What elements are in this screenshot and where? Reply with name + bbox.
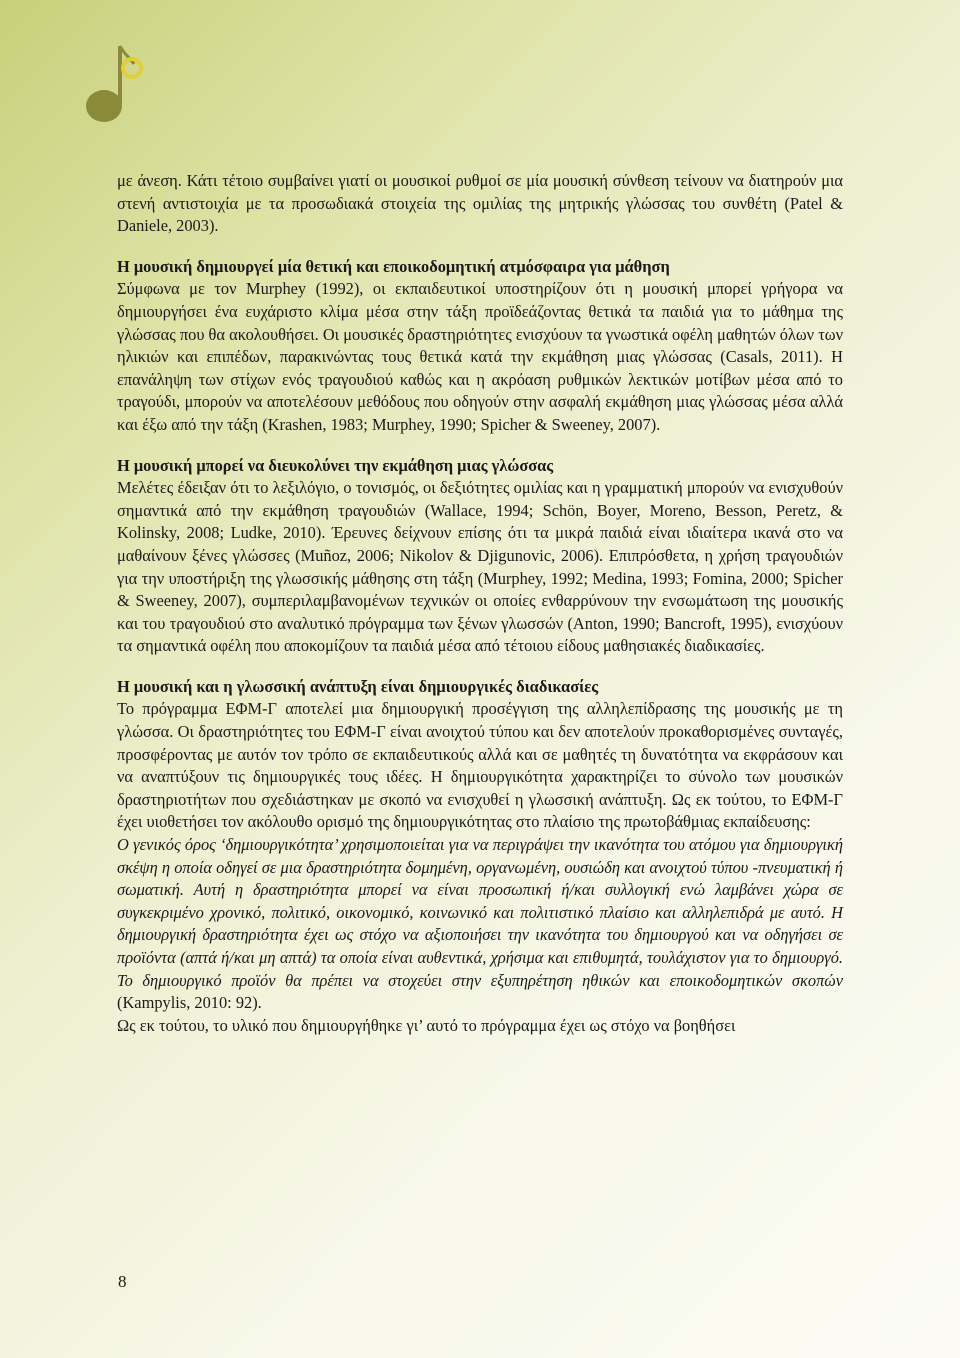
closing-paragraph: Ως εκ τούτου, το υλικό που δημιουργήθηκε γι’ αυτό το πρόγραμμα έχει ως στόχο να βοηθήσει (117, 1015, 736, 1035)
section-heading: Η μουσική και η γλωσσική ανάπτυξη είναι δημιουργικές διαδικασίες (117, 676, 599, 696)
intro-paragraph: με άνεση. Κάτι τέτοιο συμβαίνει γιατί οι μουσικοί ρυθμοί σε μία μουσική σύνθεση τείνουν να διατηρούν μια στενή αντιστοιχία με τα προσωδιακά στοιχεία της ομιλίας της μητρικής γλώσσας του συνθέτη (Patel & Daniele, 2003). (117, 171, 843, 236)
note-stem (118, 46, 122, 104)
note-head (86, 90, 122, 122)
section-heading: Η μουσική μπορεί να διευκολύνει την εκμάθηση μιας γλώσσας (117, 455, 554, 475)
section-creative-processes (117, 676, 843, 1015)
section-positive-atmosphere (117, 256, 843, 437)
block-quote (117, 834, 843, 1015)
section-language-learning (117, 455, 843, 658)
section-paragraph: Σύμφωνα με τον Murphey (1992), οι εκπαιδευτικοί υποστηρίζουν ότι η μουσική μπορεί γρήγορα να δημιουργήσει ένα ευχάριστο κλίμα μέσα στην τάξη προϊδεάζοντας θετικά τα παιδιά για το μάθημα της γλώσσας που θα ακολουθήσει. Οι μουσικές δραστηριότητες ενισχύουν τα γνωστικά οφέλη μαθητών όλων των ηλικιών και επιπέδων, παρακινώντας τους θετικά κατά την εκμάθηση μιας γλώσσας (Casals, 2011). Η επανάληψη των στίχων ενός τραγουδιού καθώς και η ακρόαση ρυθμικών λεκτικών μοτίβων μέσα από το τραγούδι, μπορούν να αποτελέσουν μεθόδους που οδηγούν στην ασφαλή εκμάθηση μιας γλώσσας μέσα αλλά και έξω από την τάξη (Krashen, 1983; Murphey, 1990; Spicher & Sweeney, 2007). (117, 279, 843, 434)
article-body (117, 170, 843, 1037)
quote-citation: (Kampylis, 2010: 92). (117, 993, 262, 1013)
music-note-icon (80, 40, 160, 130)
section-paragraph: Μελέτες έδειξαν ότι το λεξιλόγιο, ο τονισμός, οι δεξιότητες ομιλίας και η γραμματική μπορούν να ενισχυθούν σημαντικά από την εκμάθηση τραγουδιών (Wallace, 1994; Schön, Boyer, Moreno, Besson, Peretz, & Kolinsky, 2008; Ludke, 2010). Έρευνες δείχνουν επίσης ότι τα μικρά παιδιά είναι ιδιαίτερα ικανά στο να μαθαίνουν ξένες γλώσσες (Muñoz, 2006; Nikolov & Djigunovic, 2006). Επιπρόσθετα, η χρήση τραγουδιών για την υποστήριξη της γλωσσικής μάθησης στη τάξη (Murphey, 1992; Medina, 1993; Fomina, 2000; Spicher & Sweeney, 2007), συμπεριλαμβανομένων τεχνικών οι οποίες ενθαρρύνουν την ενσωμάτωση της μουσικής και του τραγουδιού στο αναλυτικό πρόγραμμα των ξένων γλωσσών (Anton, 1990; Bancroft, 1995), ενισχύουν τα σημαντικά οφέλη που αποκομίζουν τα παιδιά μέσα από τέτοιου είδους μαθησιακές διαδικασίες. (117, 478, 843, 656)
section-paragraph: Το πρόγραμμα ΕΦΜ-Γ αποτελεί μια δημιουργική προσέγγιση της αλληλεπίδρασης της μουσικής με τη γλώσσα. Οι δραστηριότητες του ΕΦΜ-Γ είναι ανοιχτού τύπου και δεν αποτελούν προκαθορισμένες συνταγές, προσφέροντας με αυτόν τον τρόπο σε εκπαιδευτικούς αλλά και σε μαθητές τη δυνατότητα να εκφράσουν και να αναπτύξουν τις δημιουργικές τους ιδέες. Η δημιουργικότητα χαρακτηρίζει το σύνολο των μουσικών δραστηριοτήτων που σχεδιάστηκαν με σκοπό να ενισχυθεί η γλωσσική ανάπτυξη. Ως εκ τούτου, το ΕΦΜ-Γ έχει υιοθετήσει τον ακόλουθο ορισμό της δημιουργικότητας στο πλαίσιο της πρωτοβάθμιας εκπαίδευσης: (117, 699, 843, 832)
page-number: 8 (118, 1272, 127, 1291)
quote-text: Ο γενικός όρος ‘δημιουργικότητα’ χρησιμοποιείται για να περιγράψει την ικανότητα του ατόμου για δημιουργική σκέψη η οποία οδηγεί σε μια δραστηριότητα δομημένη, οργανωμένη, ουσιώδη και ανοιχτού τύπου -πνευματική ή σωματική. Αυτή η δραστηριότητα μπορεί να είναι προσωπική ή/και συλλογική ενώ λαμβάνει χώρα σε συγκεκριμένο χρονικό, πολιτικό, οικονομικό, κοινωνικό και πολιτιστικό πλαίσιο και αλληλεπιδρά με αυτό. Η δημιουργική δραστηριότητα έχει ως στόχο να αξιοποιήσει την ικανότητα του δημιουργού και να οδηγήσει σε προϊόντα (απτά ή/και μη απτά) τα οποία είναι αυθεντικά, χρήσιμα και επιθυμητά, τουλάχιστον για το δημιουργό. Το δημιουργικό προϊόν θα πρέπει να στοχεύει στην εξυπηρέτηση ηθικών και εποικοδομητικών σκοπών (117, 835, 843, 990)
section-heading: Η μουσική δημιουργεί μία θετική και εποικοδομητική ατμόσφαιρα για μάθηση (117, 256, 670, 276)
